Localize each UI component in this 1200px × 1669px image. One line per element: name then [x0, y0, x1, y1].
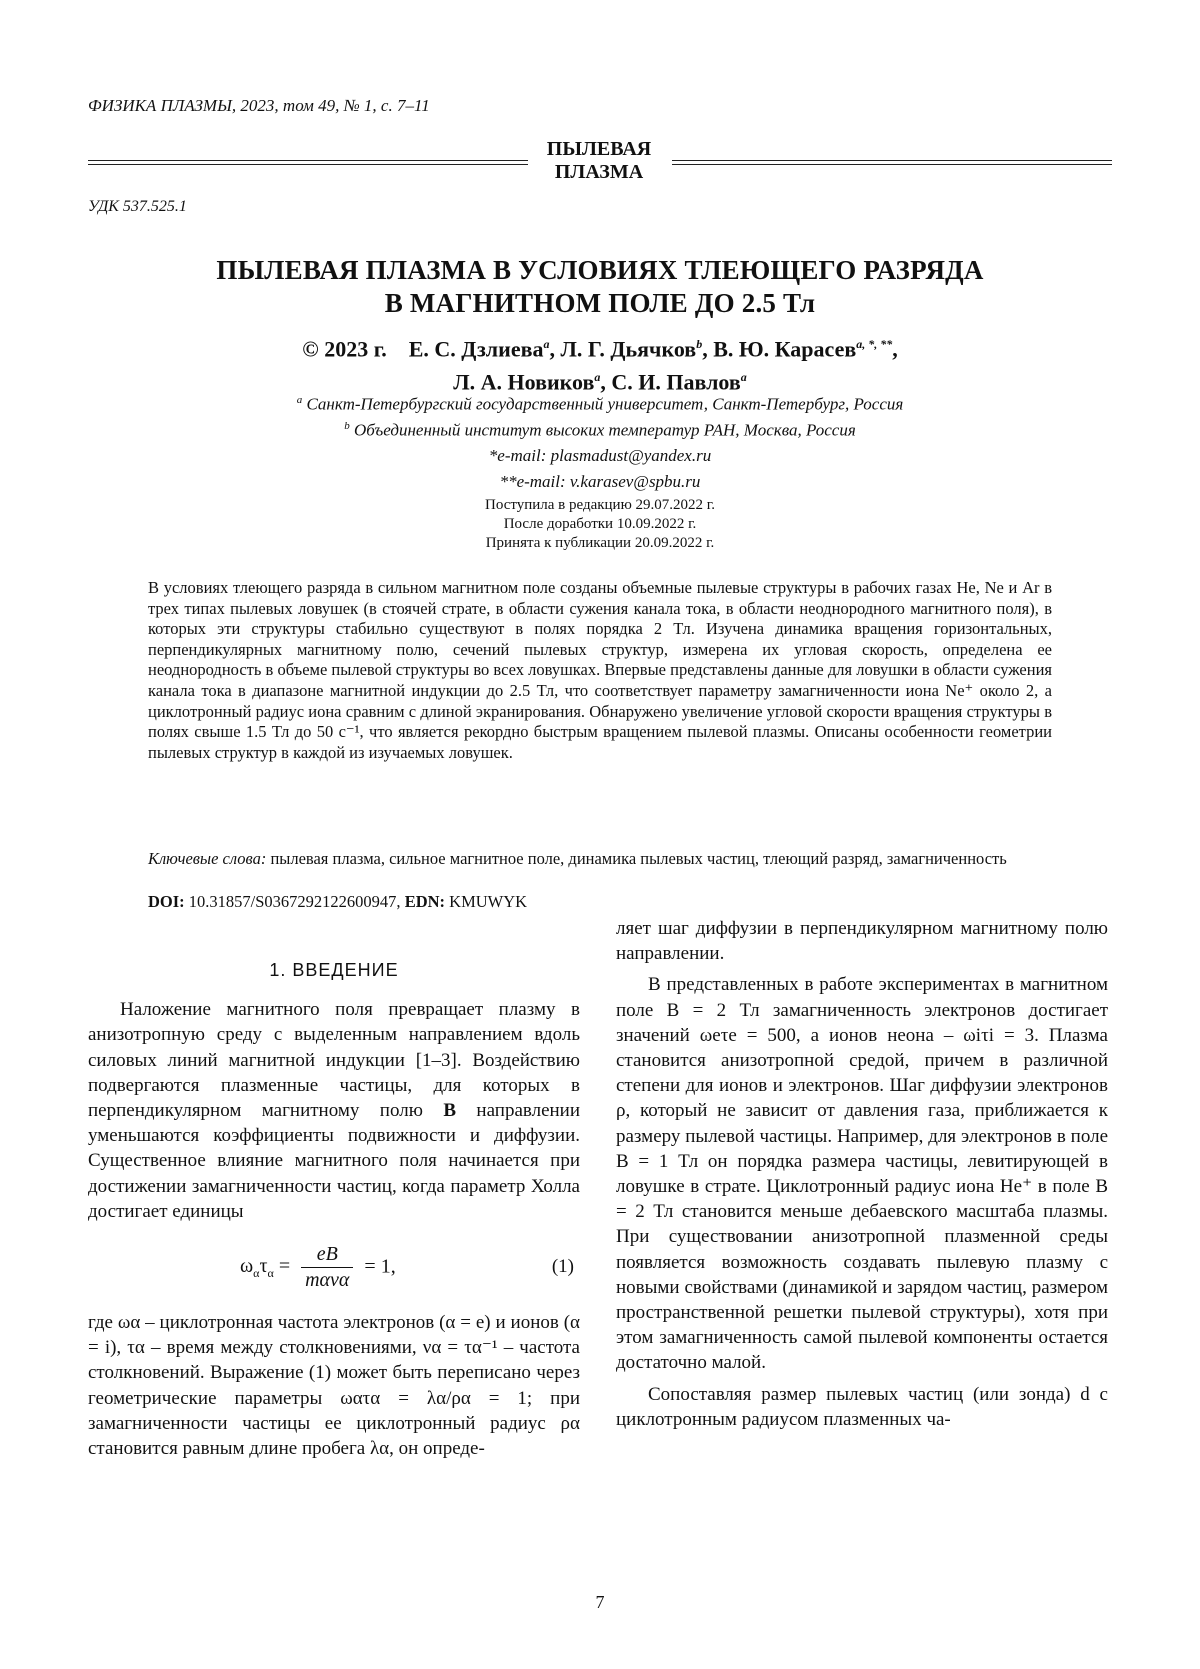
right-column [616, 916, 1108, 1432]
section-heading: 1. ВВЕДЕНИЕ [269, 960, 399, 980]
edn-label: EDN: [404, 892, 446, 911]
rule-left [88, 160, 528, 161]
author-name: Л. Г. Дьячков [560, 336, 697, 362]
section-label-line1: ПЫЛЕВАЯ [546, 138, 652, 160]
author-name: Л. А. Новиков [453, 369, 595, 395]
bold-symbol: B [443, 1100, 456, 1122]
paragraph: где ωα – циклотронная частота электронов (α = e) и ионов (α = i), τα – время между столкновениями, να = τα⁻¹ – частота столкновений. Выражение (1) может быть переписано через геометрические параметры ωατα = λα/ρα = 1; при замагниченности частицы ее циклотронный радиус ρα становится равным длине пробега λα, он опреде- [88, 1312, 580, 1460]
paragraph [88, 997, 580, 1224]
keywords-text: пылевая плазма, сильное магнитное поле, динамика пылевых частиц, тлеющий разряд, замагниченность [266, 849, 1007, 868]
article-title [120, 254, 1080, 320]
udk-code: УДК 537.525.1 [88, 198, 187, 215]
date-accepted: Принята к публикации 20.09.2022 г. [485, 535, 715, 551]
affiliation-a [120, 394, 1080, 415]
equation-body [240, 1242, 396, 1293]
paragraph-text: направлении уменьшаются коэффициенты подвижности и диффузии. Существенное влияние магнитного поля начинается при достижении замагниченности частиц, когда параметр Холла достигает единицы [88, 1100, 581, 1222]
page-number: 7 [595, 1592, 605, 1612]
author-sup: b [696, 337, 703, 351]
affiliation-text: Санкт-Петербургский государственный университет, Санкт-Петербург, Россия [306, 394, 904, 414]
affiliation-sup: a [296, 394, 303, 406]
author-sup: a [740, 370, 747, 385]
author-name: В. Ю. Карасев [713, 336, 857, 362]
rule-right [672, 160, 1112, 161]
keywords-label: Ключевые слова: [148, 849, 267, 868]
equation-fraction [301, 1242, 353, 1293]
affiliation-b [120, 420, 1080, 441]
section-label-line2: ПЛАЗМА [554, 161, 644, 183]
paragraph: ляет шаг диффузии в перпендикулярном магнитному полю направлении. [616, 918, 1108, 965]
paragraph: Сопоставляя размер пылевых частиц (или зонда) d с циклотронным радиусом плазменных ча- [616, 1383, 1108, 1430]
authors-line1: © 2023 г. Е. С. Дзлиева$^a$, Л. Г. Дьячков$^b$, В. Ю. Карасев$^{a, *, **}$, [302, 336, 898, 362]
paragraph: В представленных в работе экспериментах в магнитном поле B = 2 Тл замагниченность электронов достигает значений ωeτe = 500, а ионов неона – ωiτi = 3. Плазма становится анизотропной средой, причем в различной степени для ионов и электронов. Шаг диффузии электронов ρ, который не зависит от давления газа, приближается к размеру пылевой частицы. Например, для электронов в поле B = 1 Тл он порядка размера частицы, левитирующей в ловушке в страте. Циклотронный радиус иона He⁺ в поле B = 2 Тл становится меньше дебаевского масштаба плазмы. При существовании анизотропной плазменной среды появляется возможность создавать пылевую плазму с новыми свойствами (динамикой и зарядом частиц, размером пространственной решетки пылевой структуры), хотя при этом замагниченность самой пылевой компоненты остается достаточно малой. [616, 974, 1108, 1374]
equation-lhs: $\omega_\alpha\tau_\alpha$ = [240, 1255, 291, 1281]
left-column [88, 958, 580, 1461]
copyright: © 2023 г. [302, 336, 387, 362]
doi-line [148, 892, 527, 912]
section-header [88, 136, 1112, 186]
author-sup: a [594, 370, 601, 385]
author-name: С. И. Павлов [611, 369, 741, 395]
keywords [148, 848, 1052, 869]
email-1[interactable]: *e-mail: plasmadust@yandex.ru [488, 446, 712, 465]
date-revised: После доработки 10.09.2022 г. [503, 516, 697, 532]
doi-value[interactable]: 10.31857/S0367292122600947, [184, 892, 405, 911]
fraction-denominator: mανα [305, 1269, 350, 1292]
paragraph-text: Наложение магнитного поля превращает плазму в анизотропную среду с выделенным направлением вдоль силовых линий магнитной индукции [1–3]. Воздействию подвергаются плазменные частицы, для которых в перпендикулярном магнитному полю [88, 999, 580, 1122]
equation-rhs: = 1, [364, 1255, 396, 1278]
equation-number: (1) [551, 1256, 574, 1278]
edn-value: KMUWYK [445, 892, 528, 911]
journal-citation: ФИЗИКА ПЛАЗМЫ, 2023, том 49, № 1, с. 7–11 [88, 96, 430, 115]
date-received: Поступила в редакцию 29.07.2022 г. [484, 497, 715, 513]
affiliation-text: Объединенный институт высоких температур РАН, Москва, Россия [354, 420, 856, 440]
title-line2: В МАГНИТНОМ ПОЛЕ ДО 2.5 Тл [384, 288, 816, 318]
authors-line2: Л. А. Новиков$^a$, С. И. Павлов$^a$ [453, 369, 747, 395]
email-2[interactable]: **e-mail: v.karasev@spbu.ru [499, 472, 701, 491]
doi-label: DOI: [148, 892, 185, 911]
title-line1: ПЫЛЕВАЯ ПЛАЗМА В УСЛОВИЯХ ТЛЕЮЩЕГО РАЗРЯДА [216, 255, 984, 285]
section-label [534, 138, 664, 184]
author-sup: a [543, 337, 550, 351]
fraction-numerator: eB [301, 1242, 353, 1268]
affiliation-sup: b [344, 420, 350, 432]
author-name: Е. С. Дзлиева [408, 336, 544, 362]
author-sup: a, *, ** [856, 337, 893, 351]
abstract: В условиях тлеющего разряда в сильном магнитном поле созданы объемные пылевые структуры в рабочих газах He, Ne и Ar в трех типах пылевых ловушек (в стоячей страте, в области сужения канала тока, в области неоднородного магнитного поля), в которых эти структуры стабильно существуют в полях порядка 2 Тл. Изучена динамика вращения горизонтальных, перпендикулярных магнитному полю, сечений пылевых структур, измерена их угловая скорость, определена ее неоднородность в объеме пылевой структуры во всех ловушках. Впервые представлены данные для ловушки в области сужения канала тока в диапазоне магнитной индукции до 2.5 Тл, что соответствует параметру замагниченности иона Ne⁺ около 2, а циклотронный радиус иона сравним с длиной экранирования. Обнаружено увеличение угловой скорости вращения структуры в полях свыше 1.5 Тл до 50 с⁻¹, что является рекордно быстрым вращением пылевой плазмы. Описаны особенности геометрии пылевых структур в каждой из изучаемых ловушек. [148, 578, 1052, 762]
author-list [120, 330, 1080, 397]
equation-1 [88, 1236, 580, 1300]
